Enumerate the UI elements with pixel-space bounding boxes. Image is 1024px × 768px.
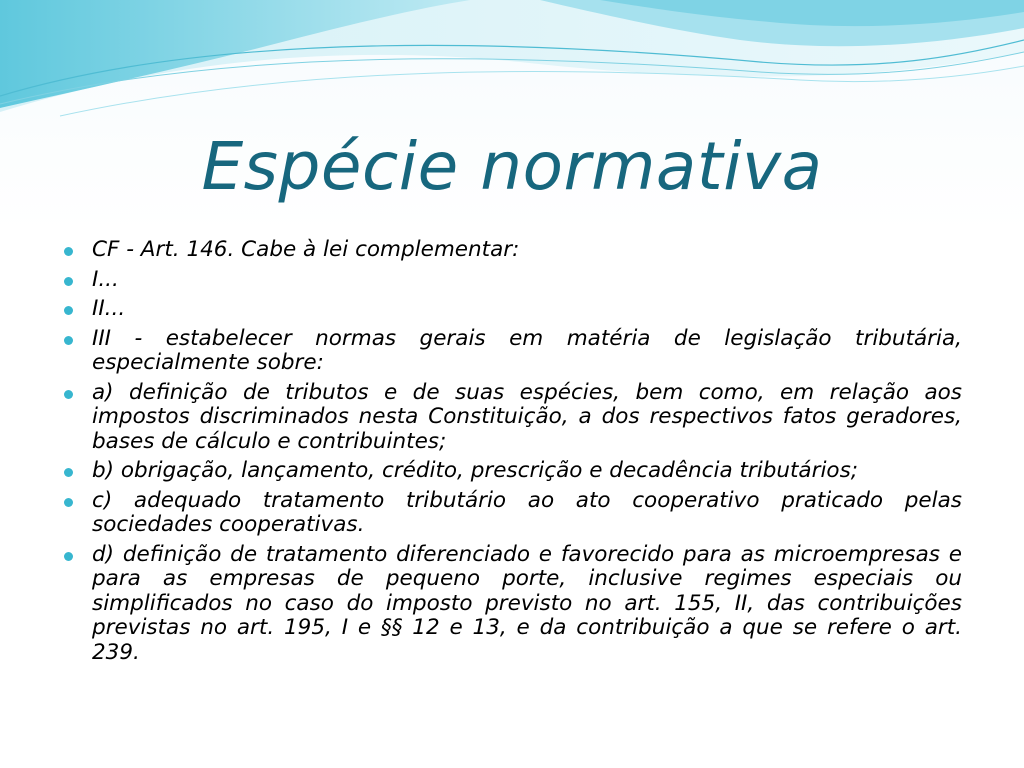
bullet-list [62, 238, 962, 670]
list-item [62, 459, 962, 484]
list-item [62, 381, 962, 455]
bullet-icon [64, 277, 73, 286]
list-item-text: III - estabelecer normas gerais em matéria de legislação tributária, especialmente sobre: [92, 325, 962, 375]
list-item [62, 297, 962, 322]
list-item-text: c) adequado tratamento tributário ao ato cooperativo praticado pelas sociedades cooperativas. [92, 487, 962, 537]
list-item-text: CF - Art. 146. Cabe à lei complementar: [92, 237, 520, 262]
list-item [62, 268, 962, 293]
list-item-text: a) definição de tributos e de suas espécies, bem como, em relação aos impostos discriminados nesta Constituição, a dos respectivos fatos geradores, bases de cálculo e contribuintes; [92, 379, 962, 454]
bullet-icon [64, 552, 73, 561]
list-item-text: II... [92, 296, 126, 321]
bullet-icon [64, 306, 73, 315]
list-item-text: d) definição de tratamento diferenciado e favorecido para as microempresas e para as empresas de pequeno porte, inclusive regimes especiais ou simplificados no caso do imposto previsto no art. 155, II, das contribuições previstas no art. 195, I e §§ 12 e 13, e da contribuição a que se refere o art. 239. [92, 541, 962, 665]
bullet-icon [64, 468, 73, 477]
bullet-icon [64, 336, 73, 345]
wave-decoration [0, 0, 1024, 120]
list-item [62, 543, 962, 666]
list-item [62, 238, 962, 263]
bullet-icon [64, 390, 73, 399]
slide-title: Espécie normativa [201, 128, 823, 205]
list-item-text: b) obrigação, lançamento, crédito, prescrição e decadência tributários; [92, 458, 859, 483]
list-item-text: I... [92, 266, 119, 292]
bullet-icon [64, 498, 73, 507]
list-item [62, 489, 962, 538]
bullet-icon [64, 247, 73, 256]
list-item [62, 327, 962, 376]
